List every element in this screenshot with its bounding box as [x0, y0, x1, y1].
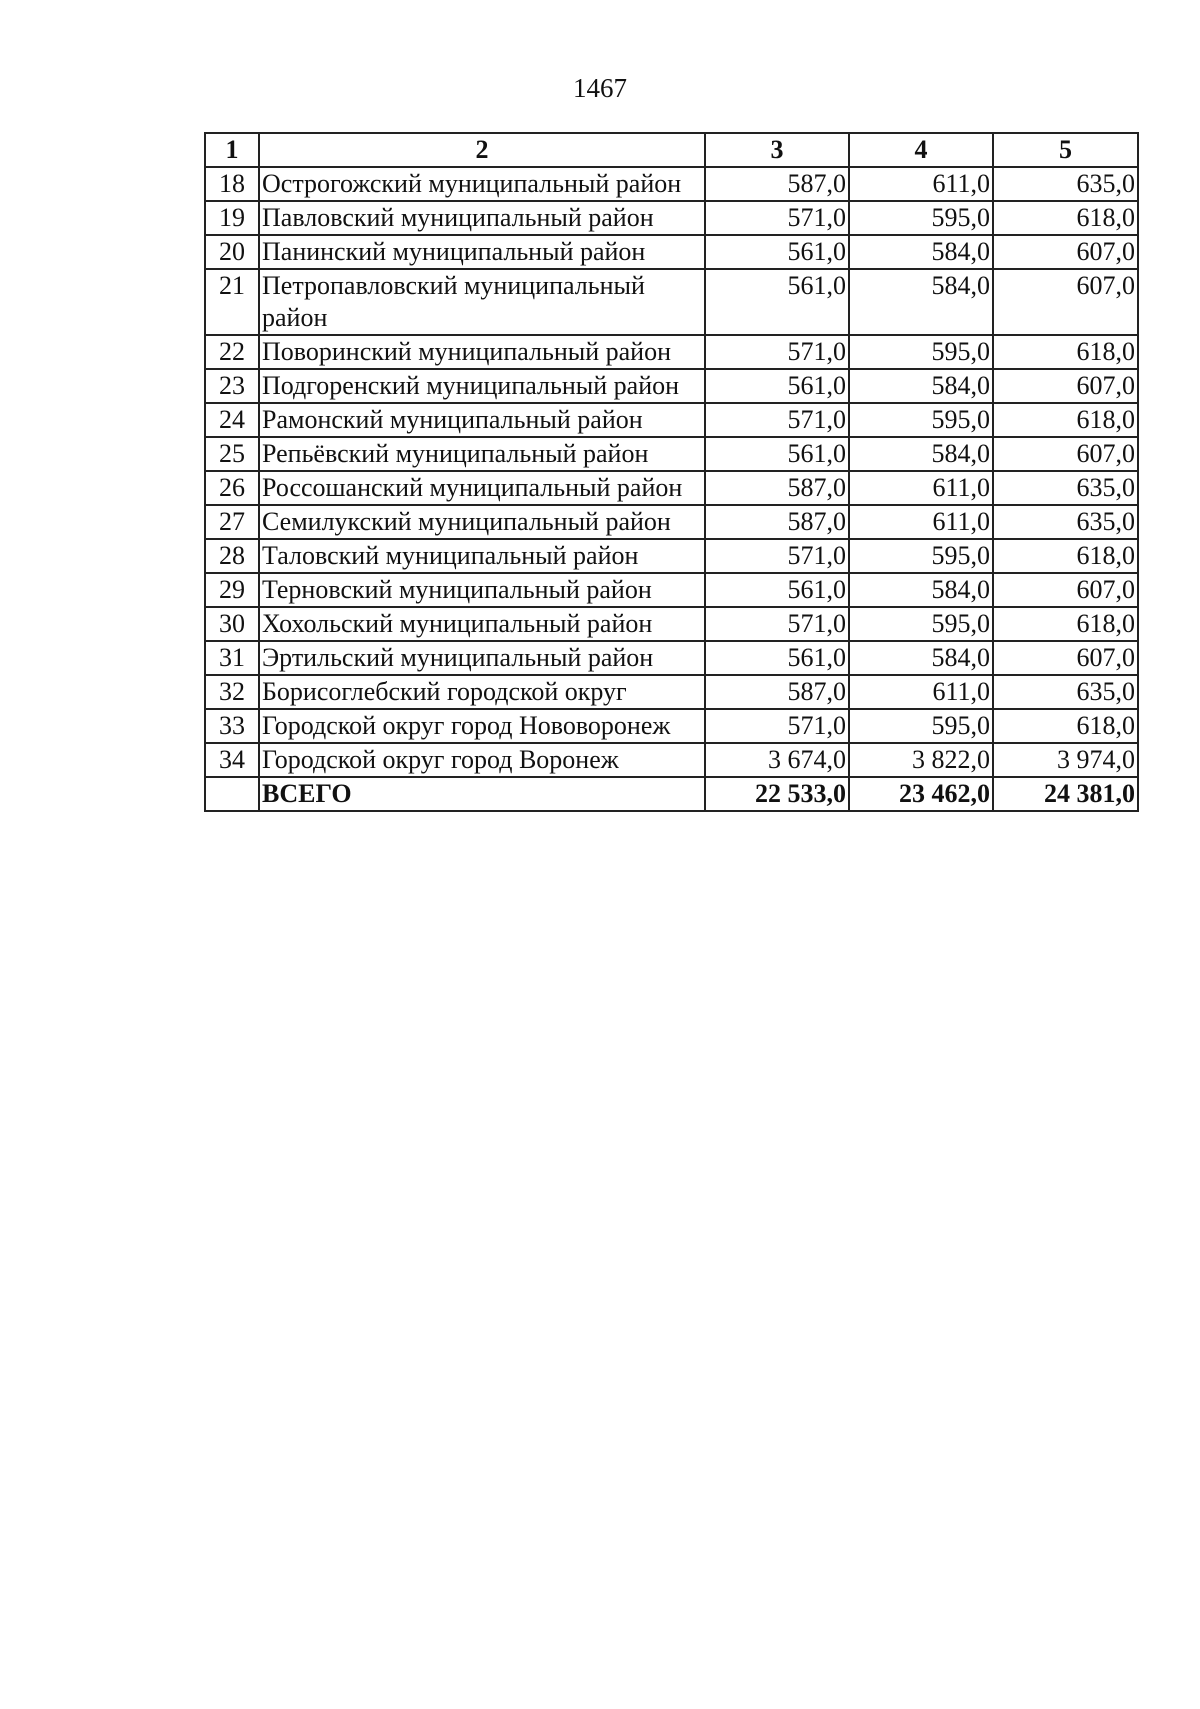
- value-cell-4: 584,0: [849, 641, 993, 675]
- column-header-5: 5: [993, 133, 1138, 167]
- value-cell-4: 611,0: [849, 167, 993, 201]
- value-cell-4: 611,0: [849, 675, 993, 709]
- value-cell-5: 607,0: [993, 269, 1138, 335]
- value-cell-3: 571,0: [705, 201, 849, 235]
- value-cell-4: 584,0: [849, 235, 993, 269]
- value-cell-4: 584,0: [849, 369, 993, 403]
- municipality-name-cell: Павловский муниципальный район: [259, 201, 705, 235]
- value-cell-5: 635,0: [993, 505, 1138, 539]
- column-header-1: 1: [205, 133, 259, 167]
- table-row: [205, 437, 1138, 471]
- row-number-cell: 27: [205, 505, 259, 539]
- municipality-name-cell: Семилукский муниципальный район: [259, 505, 705, 539]
- row-number-cell: 32: [205, 675, 259, 709]
- row-number-cell: 33: [205, 709, 259, 743]
- value-cell-5: 618,0: [993, 709, 1138, 743]
- table-row: [205, 607, 1138, 641]
- total-value-cell-4: 23 462,0: [849, 777, 993, 811]
- column-header-2: 2: [259, 133, 705, 167]
- municipality-name-cell: Острогожский муниципальный район: [259, 167, 705, 201]
- row-number-cell: 28: [205, 539, 259, 573]
- table-row: [205, 269, 1138, 335]
- row-number-cell: 30: [205, 607, 259, 641]
- table-row: [205, 641, 1138, 675]
- table-header-row: [205, 133, 1138, 167]
- table-row: [205, 167, 1138, 201]
- row-number-cell: 19: [205, 201, 259, 235]
- table-row: [205, 505, 1138, 539]
- value-cell-5: 618,0: [993, 539, 1138, 573]
- page-number: 1467: [573, 73, 627, 103]
- municipality-name-cell: Городской округ город Нововоронеж: [259, 709, 705, 743]
- value-cell-5: 607,0: [993, 235, 1138, 269]
- table-row: [205, 235, 1138, 269]
- row-number-cell: 26: [205, 471, 259, 505]
- value-cell-3: 561,0: [705, 641, 849, 675]
- value-cell-4: 595,0: [849, 335, 993, 369]
- value-cell-5: 618,0: [993, 607, 1138, 641]
- value-cell-3: 587,0: [705, 505, 849, 539]
- value-cell-5: 607,0: [993, 641, 1138, 675]
- municipality-name-cell: Борисоглебский городской округ: [259, 675, 705, 709]
- municipality-name-cell: Петропавловский муниципальный район: [259, 269, 705, 335]
- row-number-cell: 20: [205, 235, 259, 269]
- total-row: [205, 777, 1138, 811]
- value-cell-5: 607,0: [993, 573, 1138, 607]
- value-cell-4: 584,0: [849, 437, 993, 471]
- value-cell-5: 607,0: [993, 369, 1138, 403]
- value-cell-5: 635,0: [993, 471, 1138, 505]
- value-cell-3: 571,0: [705, 539, 849, 573]
- value-cell-3: 561,0: [705, 235, 849, 269]
- municipality-name-cell: Городской округ город Воронеж: [259, 743, 705, 777]
- value-cell-4: 595,0: [849, 403, 993, 437]
- municipality-name-cell: Хохольский муниципальный район: [259, 607, 705, 641]
- row-number-cell: 21: [205, 269, 259, 335]
- table-row: [205, 709, 1138, 743]
- value-cell-4: 584,0: [849, 573, 993, 607]
- municipality-name-cell: Терновский муниципальный район: [259, 573, 705, 607]
- municipality-name-cell: Поворинский муниципальный район: [259, 335, 705, 369]
- value-cell-5: 607,0: [993, 437, 1138, 471]
- value-cell-3: 561,0: [705, 269, 849, 335]
- total-num-cell: [205, 777, 259, 811]
- value-cell-5: 618,0: [993, 403, 1138, 437]
- value-cell-5: 618,0: [993, 201, 1138, 235]
- column-header-3: 3: [705, 133, 849, 167]
- value-cell-4: 611,0: [849, 471, 993, 505]
- total-value-cell-5: 24 381,0: [993, 777, 1138, 811]
- value-cell-4: 3 822,0: [849, 743, 993, 777]
- row-number-cell: 22: [205, 335, 259, 369]
- table-row: [205, 675, 1138, 709]
- value-cell-3: 571,0: [705, 403, 849, 437]
- municipality-name-cell: Подгоренский муниципальный район: [259, 369, 705, 403]
- value-cell-4: 595,0: [849, 201, 993, 235]
- table-row: [205, 573, 1138, 607]
- value-cell-3: 3 674,0: [705, 743, 849, 777]
- column-header-4: 4: [849, 133, 993, 167]
- table-row: [205, 403, 1138, 437]
- municipality-name-cell: Таловский муниципальный район: [259, 539, 705, 573]
- value-cell-5: 635,0: [993, 675, 1138, 709]
- allocation-table: [204, 132, 1139, 812]
- row-number-cell: 25: [205, 437, 259, 471]
- total-value-cell-3: 22 533,0: [705, 777, 849, 811]
- municipality-name-cell: Эртильский муниципальный район: [259, 641, 705, 675]
- value-cell-4: 584,0: [849, 269, 993, 335]
- value-cell-4: 595,0: [849, 539, 993, 573]
- row-number-cell: 29: [205, 573, 259, 607]
- municipality-name-cell: Панинский муниципальный район: [259, 235, 705, 269]
- total-label-cell: ВСЕГО: [259, 777, 705, 811]
- value-cell-3: 561,0: [705, 573, 849, 607]
- row-number-cell: 31: [205, 641, 259, 675]
- value-cell-3: 587,0: [705, 675, 849, 709]
- table-row: [205, 471, 1138, 505]
- table-row: [205, 539, 1138, 573]
- value-cell-5: 635,0: [993, 167, 1138, 201]
- value-cell-3: 571,0: [705, 607, 849, 641]
- row-number-cell: 18: [205, 167, 259, 201]
- row-number-cell: 34: [205, 743, 259, 777]
- value-cell-4: 611,0: [849, 505, 993, 539]
- table-row: [205, 201, 1138, 235]
- value-cell-4: 595,0: [849, 607, 993, 641]
- value-cell-3: 571,0: [705, 335, 849, 369]
- municipality-name-cell: Россошанский муниципальный район: [259, 471, 705, 505]
- table-row: [205, 335, 1138, 369]
- value-cell-3: 561,0: [705, 369, 849, 403]
- municipality-name-cell: Репьёвский муниципальный район: [259, 437, 705, 471]
- value-cell-3: 587,0: [705, 167, 849, 201]
- value-cell-3: 561,0: [705, 437, 849, 471]
- value-cell-5: 618,0: [993, 335, 1138, 369]
- value-cell-3: 587,0: [705, 471, 849, 505]
- value-cell-5: 3 974,0: [993, 743, 1138, 777]
- value-cell-3: 571,0: [705, 709, 849, 743]
- table-row: [205, 743, 1138, 777]
- row-number-cell: 23: [205, 369, 259, 403]
- value-cell-4: 595,0: [849, 709, 993, 743]
- municipality-name-cell: Рамонский муниципальный район: [259, 403, 705, 437]
- row-number-cell: 24: [205, 403, 259, 437]
- table-row: [205, 369, 1138, 403]
- table-body: [205, 167, 1138, 777]
